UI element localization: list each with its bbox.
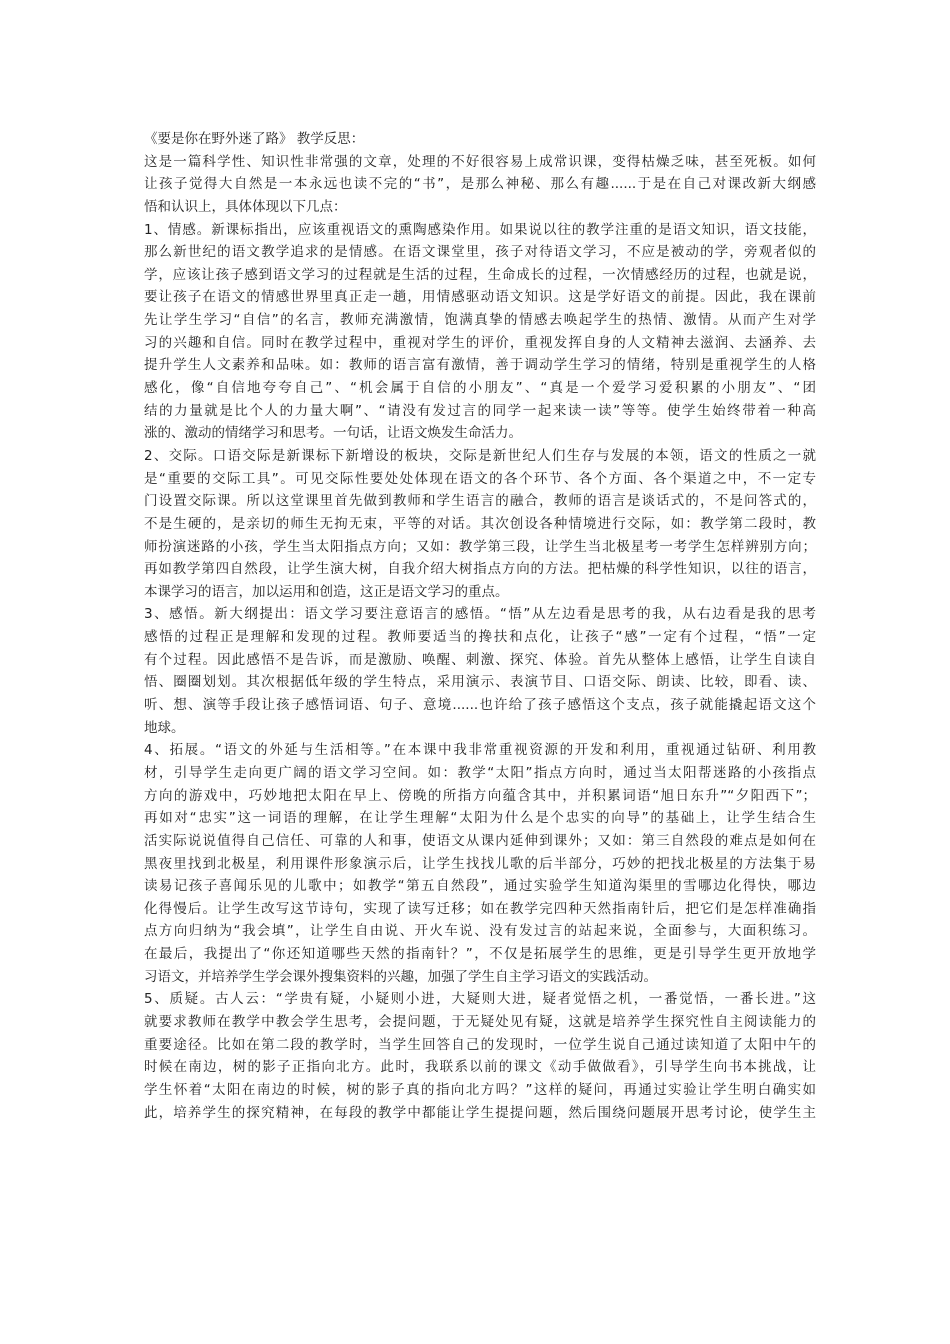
text-line: 感化，像“自信地夸夸自己”、“机会属于自信的小朋友”、“真是一个爱学习爱积累的小朋友”、“团 [144, 380, 816, 397]
text-line: 点方向归纳为“我会填”，让学生自由说、开火车说、没有发过言的站起来说，全面参与，大面积练习。 [144, 923, 816, 940]
text-line: 重要途径。比如在第二段的教学时，当学生回答自己的发现时，一位学生说自己通过读知道了太阳中午的 [144, 1036, 816, 1053]
text-line: 悟和认识上，具体体现以下几点： [144, 198, 347, 215]
text-line: 听、想、演等手段让孩子感悟词语、句子、意境......也许给了孩子感悟这个支点，孩子就能撬起语文这个 [144, 697, 816, 714]
section-3-line: 3、感悟。新大纲提出：语文学习要注意语言的感悟。“悟”从左边看是思考的我，从右边看是我的思考 [144, 606, 816, 623]
text-line: 读易记孩子喜闻乐见的儿歌中；如教学“第五自然段”，通过实验学生知道沟渠里的雪哪边化得快，哪边 [144, 878, 816, 895]
text-line: 不是生硬的，是亲切的师生无拘无束，平等的对话。其次创设各种情境进行交际，如：教学第二段时，教 [144, 515, 816, 532]
text-line: 地球。 [144, 719, 185, 736]
text-line: 学，应该让孩子感到语文学习的过程就是生活的过程，生命成长的过程，一次情感经历的过程，也就是说， [144, 266, 816, 283]
text-line: 材，引导学生走向更广阔的语文学习空间。如：教学“太阳”指点方向时，通过当太阳帮迷路的小孩指点 [144, 764, 816, 781]
text-line: 活实际说说值得自己信任、可靠的人和事，使语文从课内延伸到课外；又如：第三自然段的难点是如何在 [144, 832, 816, 849]
text-line: 习语文，并培养学生学会课外搜集资料的兴趣，加强了学生自主学习语文的实践活动。 [144, 968, 657, 985]
text-line: 悟、圈圈划划。其次根据低年级的学生特点，采用演示、表演节目、口语交际、朗读、比较，即看、读、 [144, 674, 816, 691]
text-line: 黑夜里找到北极星，利用课件形象演示后，让学生找找儿歌的后半部分，巧妙的把找北极星的方法集于易 [144, 855, 816, 872]
section-1-line: 1、情感。新课标指出，应该重视语文的熏陶感染作用。如果说以往的教学注重的是语文知识，语文技能， [144, 221, 816, 238]
text-line: 让孩子觉得大自然是一本永远也读不完的“书”，是那么神秘、那么有趣......于是在自己对课改新大纲感 [144, 176, 816, 193]
text-line: 习的兴趣和自信。同时在教学过程中，重视对学生的评价，重视发挥自身的人文精神去滋润、去涵养、去 [144, 334, 816, 351]
text-line: 再如教学第四自然段，让学生演大树，自我介绍大树指点方向的方法。把枯燥的科学性知识，以往的语言， [144, 561, 816, 578]
text-line: 在最后，我提出了“你还知道哪些天然的指南针？”，不仅是拓展学生的思维，更是引导学生更开放地学 [144, 946, 816, 963]
text-line: 涨的、激动的情绪学习和思考。一句话，让语文焕发生命活力。 [144, 425, 522, 442]
text-line: 这是一篇科学性、知识性非常强的文章，处理的不好很容易上成常识课，变得枯燥乏味，甚至死板。如何 [144, 153, 816, 170]
section-4-line: 4、拓展。“语文的外延与生活相等。”在本课中我非常重视资源的开发和利用，重视通过钻研、利用教 [144, 742, 816, 759]
text-line: 结的力量就是比个人的力量大啊”、“请没有发过言的同学一起来读一读”等等。使学生始终带着一种高 [144, 402, 816, 419]
section-5-line: 5、质疑。古人云：“学贵有疑，小疑则小进，大疑则大进，疑者觉悟之机，一番觉悟，一番长进。”这 [144, 991, 816, 1008]
document-title: 《要是你在野外迷了路》 教学反思： [144, 131, 365, 147]
text-line: 师扮演迷路的小孩，学生当太阳指点方向；又如：教学第三段，让学生当北极星考一考学生怎样辨别方向； [144, 538, 816, 555]
text-line: 有个过程。因此感悟不是告诉，而是激励、唤醒、刺激、探究、体验。首先从整体上感悟，让学生自读自 [144, 651, 816, 668]
text-line: 要让孩子在语文的情感世界里真正走一趟，用情感驱动语文知识。这是学好语文的前提。因此，我在课前 [144, 289, 816, 306]
document-body [144, 128, 816, 1124]
text-line: 是“重要的交际工具”。可见交际性要处处体现在语文的各个环节、各个方面、各个渠道之中，不一定专 [144, 470, 816, 487]
section-2-line: 2、交际。口语交际是新课标下新增设的板块，交际是新世纪人们生存与发展的本领，语文的性质之一就 [144, 447, 816, 464]
text-line: 此，培养学生的探究精神，在每段的教学中都能让学生提提问题，然后围绕问题展开思考讨论，使学生主 [144, 1104, 816, 1121]
text-line: 时候在南边，树的影子正指向北方。此时，我联系以前的课文《动手做做看》，引导学生向书本挑战，让 [144, 1059, 816, 1076]
text-line: 就要求教师在教学中教会学生思考，会提问题，于无疑处见有疑，这就是培养学生探究性自主阅读能力的 [144, 1013, 816, 1030]
text-line: 那么新世纪的语文教学追求的是情感。在语文课堂里，孩子对待语文学习，不应是被动的学，旁观者似的 [144, 244, 816, 261]
text-line: 提升学生人文素养和品味。如：教师的语言富有激情，善于调动学生学习的情绪，特别是重视学生的人格 [144, 357, 816, 374]
text-line: 再如对“忠实”这一词语的理解，在让学生理解“太阳为什么是个忠实的向导”的基础上，让学生结合生 [144, 810, 816, 827]
text-line: 化得慢后。让学生改写这节诗句，实现了读写迁移；如在教学完四种天然指南针后，把它们是怎样准确指 [144, 900, 816, 917]
text-line: 学生怀着“太阳在南边的时候，树的影子真的指向北方吗？”这样的疑问，再通过实验让学生明白确实如 [144, 1081, 816, 1098]
text-line: 先让学生学习“自信”的名言，教师充满激情，饱满真挚的情感去唤起学生的热情、激情。从而产生对学 [144, 312, 816, 329]
text-line: 感悟的过程正是理解和发现的过程。教师要适当的搀扶和点化，让孩子“感”一定有个过程，“悟”一定 [144, 629, 816, 646]
text-line: 方向的游戏中，巧妙地把太阳在早上、傍晚的所指方向蕴含其中，并积累词语“旭日东升”“夕阳西下”； [144, 787, 816, 804]
text-line: 本课学习的语言，加以运用和创造，这正是语文学习的重点。 [144, 583, 509, 600]
text-line: 门设置交际课。所以这堂课里首先做到教师和学生语言的融合，教师的语言是谈话式的，不是问答式的， [144, 493, 816, 510]
